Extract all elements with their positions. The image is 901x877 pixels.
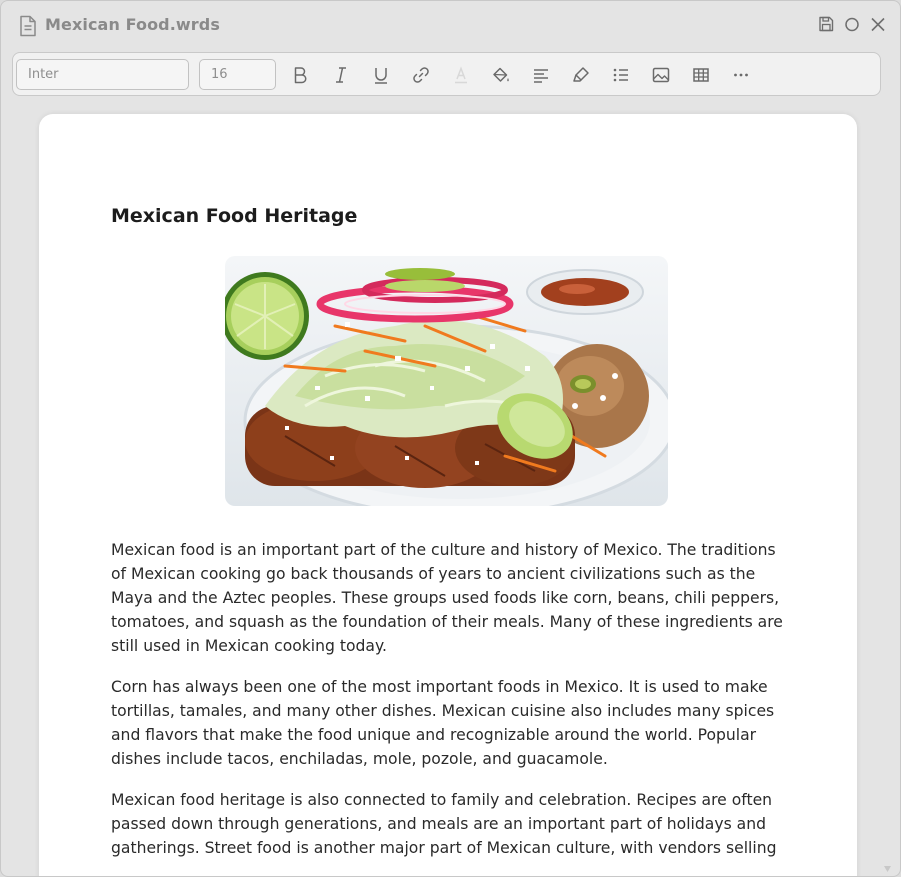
document-page[interactable] — [39, 114, 857, 877]
font-size-field[interactable]: 16 — [199, 59, 276, 90]
formatting-toolbar — [12, 52, 881, 96]
scroll-down-icon[interactable] — [883, 858, 892, 866]
highlighter-icon[interactable] — [571, 65, 591, 85]
underline-icon[interactable] — [371, 65, 391, 85]
bullet-list-icon[interactable] — [611, 65, 631, 85]
document-heading: Mexican Food Heritage — [111, 205, 358, 227]
maximize-icon[interactable] — [843, 15, 861, 33]
table-icon[interactable] — [691, 65, 711, 85]
italic-icon[interactable] — [331, 65, 351, 85]
paragraph: Mexican food heritage is also connected to family and celebration. Recipes are often passed down through generations, and meals are an important part of holidays and gatherings. Street food is another major part of Mexican culture, with vendors selling — [111, 791, 777, 857]
document-icon — [19, 15, 37, 37]
more-icon[interactable] — [731, 65, 751, 85]
bold-icon[interactable] — [290, 65, 310, 85]
save-icon[interactable] — [817, 15, 835, 33]
image-icon[interactable] — [651, 65, 671, 85]
fill-color-icon[interactable] — [491, 65, 511, 85]
title-bar — [1, 1, 900, 49]
paragraph: Corn has always been one of the most important foods in Mexico. It is used to make tortillas, tamales, and many other dishes. Mexican cuisine also includes many spices and flavors that make the food unique and recognizable around the world. Popular dishes include tacos, enchiladas, mole, pozole, and guacamole. — [111, 678, 775, 768]
paragraph: Mexican food is an important part of the culture and history of Mexico. The traditions of Mexican cooking go back thousands of years to ancient civilizations such as the Maya and the Aztec peoples. These groups used foods like corn, beans, chili peppers, tomatoes, and squash as the foundation of their meals. Many of these ingredients are still used in Mexican cooking today. — [111, 541, 783, 655]
font-family-select[interactable]: Inter — [16, 59, 189, 90]
document-body[interactable] — [111, 538, 791, 877]
text-color-icon[interactable] — [451, 65, 471, 85]
align-left-icon[interactable] — [531, 65, 551, 85]
window-title: Mexican Food.wrds — [45, 15, 220, 34]
close-icon[interactable] — [869, 15, 887, 33]
food-photo[interactable] — [225, 256, 668, 506]
link-icon[interactable] — [411, 65, 431, 85]
